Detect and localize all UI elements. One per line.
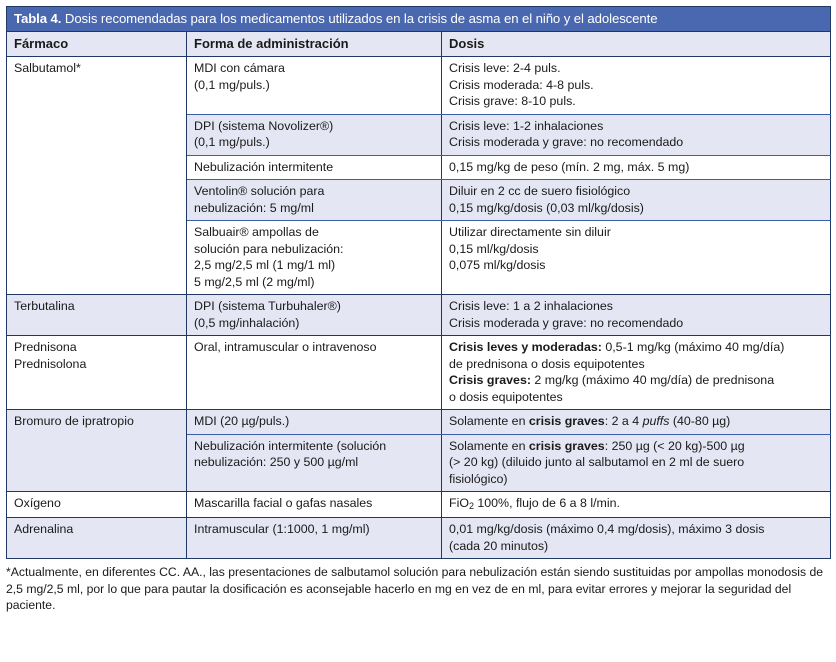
drug-name-cell: Terbutalina — [7, 295, 187, 336]
table-caption: Tabla 4. Dosis recomendadas para los medicamentos utilizados en la crisis de asma en el niño y el adolescente — [7, 7, 831, 32]
dose-cell: Utilizar directamente sin diluir 0,15 ml/kg/dosis 0,075 ml/kg/dosis — [442, 221, 831, 295]
table-header-row — [7, 32, 831, 57]
drug-name-cell: Prednisona Prednisolona — [7, 336, 187, 410]
administration-cell: DPI (sistema Novolizer®) (0,1 mg/puls.) — [187, 114, 442, 155]
drug-name-cell: Adrenalina — [7, 518, 187, 559]
administration-cell: Salbuair® ampollas de solución para nebulización: 2,5 mg/2,5 ml (1 mg/1 ml) 5 mg/2,5 ml (2 mg/ml) — [187, 221, 442, 295]
table-row — [7, 492, 831, 518]
administration-cell: MDI con cámara (0,1 mg/puls.) — [187, 57, 442, 115]
drug-name-cell: Bromuro de ipratropio — [7, 410, 187, 492]
dose-cell: FiO$_2$ 100%, flujo de 6 a 8 l/min. — [442, 492, 831, 518]
dose-cell: Solamente en crisis graves: 250 µg (< 20 kg)-500 µg (> 20 kg) (diluido junto al salbutamol en 2 ml de suero fisiológico) — [442, 434, 831, 492]
administration-cell: Intramuscular (1:1000, 1 mg/ml) — [187, 518, 442, 559]
drug-name-cell: Oxígeno — [7, 492, 187, 518]
table-row — [7, 295, 831, 336]
table-row — [7, 336, 831, 410]
dose-cell: Crisis leve: 1 a 2 inhalaciones Crisis moderada y grave: no recomendado — [442, 295, 831, 336]
drug-name-cell: Salbutamol* — [7, 57, 187, 295]
administration-cell: DPI (sistema Turbuhaler®) (0,5 mg/inhalación) — [187, 295, 442, 336]
administration-cell: MDI (20 µg/puls.) — [187, 410, 442, 435]
recommended-doses-table — [6, 6, 831, 559]
administration-cell: Mascarilla facial o gafas nasales — [187, 492, 442, 518]
administration-cell: Nebulización intermitente (solución nebulización: 250 y 500 µg/ml — [187, 434, 442, 492]
column-header-1: Fármaco — [7, 32, 187, 57]
dose-cell: Solamente en crisis graves: 2 a 4 puffs (40-80 µg) — [442, 410, 831, 435]
table-footnote: *Actualmente, en diferentes CC. AA., las presentaciones de salbutamol solución para nebulización están siendo sustituidas por ampollas monodosis de 2,5 mg/2,5 ml, por lo que para pautar la dosificación es aconsejable hacerlo en mg en vez de en ml, para evitar errores y mejorar la seguridad del paciente. — [6, 565, 824, 612]
dose-cell: Crisis leve: 2-4 puls. Crisis moderada: 4-8 puls. Crisis grave: 8-10 puls. — [442, 57, 831, 115]
table-row — [7, 57, 831, 115]
table-caption-row — [7, 7, 831, 32]
dose-cell: Crisis leve: 1-2 inhalaciones Crisis moderada y grave: no recomendado — [442, 114, 831, 155]
dose-cell: Diluir en 2 cc de suero fisiológico 0,15 mg/kg/dosis (0,03 ml/kg/dosis) — [442, 180, 831, 221]
table-row — [7, 410, 831, 435]
administration-cell: Oral, intramuscular o intravenoso — [187, 336, 442, 410]
column-header-3: Dosis — [442, 32, 831, 57]
dose-cell: 0,15 mg/kg de peso (mín. 2 mg, máx. 5 mg) — [442, 155, 831, 180]
table-row — [7, 518, 831, 559]
dose-cell: 0,01 mg/kg/dosis (máximo 0,4 mg/dosis), máximo 3 dosis (cada 20 minutos) — [442, 518, 831, 559]
administration-cell: Nebulización intermitente — [187, 155, 442, 180]
administration-cell: Ventolin® solución para nebulización: 5 mg/ml — [187, 180, 442, 221]
column-header-2: Forma de administración — [187, 32, 442, 57]
dose-cell: Crisis leves y moderadas: 0,5-1 mg/kg (máximo 40 mg/día) de prednisona o dosis equipotentes Crisis graves: 2 mg/kg (máximo 40 mg/día) de prednisona o dosis equipotentes — [442, 336, 831, 410]
